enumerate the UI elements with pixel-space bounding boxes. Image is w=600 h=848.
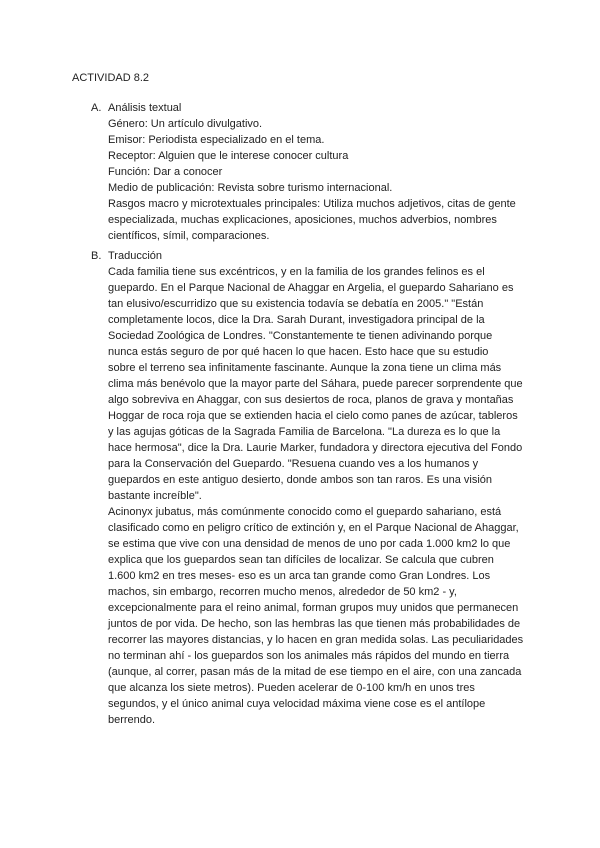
text-line: Sociedad Zoológica de Londres. "Constantemente te tienen adivinando porque <box>108 330 493 342</box>
text-line: Rasgos macro y microtextuales principales: Utiliza muchos adjetivos, citas de gente <box>108 198 516 210</box>
text-line: Función: Dar a conocer <box>108 166 223 178</box>
text-line: para la Conservación del Guepardo. "Resuena cuando ves a los humanos y <box>108 458 479 470</box>
text-line: tan elusivo/escurridizo que su existencia todavía se debatía en 2005." "Están <box>108 298 484 310</box>
text-line: que alcanza los siete metros). Pueden acelerar de 0-100 km/h en unos tres <box>108 682 475 694</box>
text-line: Receptor: Alguien que le interese conocer cultura <box>108 150 349 162</box>
text-line: Emisor: Periodista especializado en el tema. <box>108 134 325 146</box>
text-line: guepardos en este antiguo desierto, donde ambos son tan raros. Es una visión <box>108 474 493 486</box>
page-title: ACTIVIDAD 8.2 <box>72 72 150 84</box>
text-line: se estima que vive con una densidad de menos de uno por cada 1.000 km2 lo que <box>108 538 511 550</box>
text-line: y las agujas góticas de la Sagrada Familia de Barcelona. "La dureza es lo que la <box>108 426 501 438</box>
text-line: recorrer las mayores distancias, y lo hacen en gran medida solas. Las peculiaridades <box>108 634 524 646</box>
text-line: berrendo. <box>108 714 156 726</box>
section-b-heading: Traducción <box>108 250 163 262</box>
text-line: segundos, y el único animal cuya velocidad máxima viene cose es el antílope <box>108 698 486 710</box>
text-line: completamente locos, dice la Dra. Sarah Durant, investigadora principal de la <box>108 314 485 326</box>
section-b <box>91 248 531 728</box>
text-line: machos, sin embargo, recorren mucho menos, alrededor de 50 km2 - y, <box>108 586 457 598</box>
text-line: científicos, símil, comparaciones. <box>108 230 270 242</box>
text-line: hace hermosa", dice la Dra. Laurie Marker, fundadora y directora ejecutiva del Fondo <box>108 442 523 454</box>
text-line: no terminan ahí - los guepardos son los animales más rápidos del mundo en tierra <box>108 650 510 662</box>
text-line: sobre el terreno sea infinitamente fascinante. Aunque la zona tiene un clima más <box>108 362 502 374</box>
text-line: 1.600 km2 en tres meses- eso es un arca tan grande como Gran Londres. Los <box>108 570 491 582</box>
section-a-body <box>108 116 530 244</box>
text-line: clima más benévolo que la mayor parte del Sáhara, puede parecer sorprendente que <box>108 378 523 390</box>
section-b-body <box>108 264 530 728</box>
text-line: juntos de por vida. De hecho, son las hembras las que tienen más probabilidades de <box>108 618 521 630</box>
text-line: algo sobreviva en Ahaggar, con sus desiertos de roca, planos de grava y montañas <box>108 394 514 406</box>
section-a-header <box>91 100 531 116</box>
section-a-letter: A. <box>91 102 102 114</box>
text-line: Medio de publicación: Revista sobre turismo internacional. <box>108 182 393 194</box>
text-line: Hoggar de roca roja que se extienden hacia el cielo como panes de azúcar, tableros <box>108 410 518 422</box>
section-b-letter: B. <box>91 250 102 262</box>
text-line: especializada, muchas explicaciones, aposiciones, muchos adverbios, nombres <box>108 214 497 226</box>
section-b-header <box>91 248 531 264</box>
text-line: bastante increíble". <box>108 490 202 502</box>
text-line: excepcionalmente para el reino animal, forman grupos muy unidos que permanecen <box>108 602 519 614</box>
text-line: nunca estás seguro de por qué hacen lo que hacen. Esto hace que su estudio <box>108 346 489 358</box>
text-line: guepardo. En el Parque Nacional de Ahaggar en Argelia, el guepardo Sahariano es <box>108 282 514 294</box>
text-line: clasificado como en peligro crítico de extinción y, en el Parque Nacional de Ahaggar, <box>108 522 519 534</box>
section-a <box>91 100 531 244</box>
text-line: Cada familia tiene sus excéntricos, y en la familia de los grandes felinos es el <box>108 266 485 278</box>
text-line: (aunque, al correr, pasan más de la mitad de ese tiempo en el aire, con una zancada <box>108 666 522 678</box>
text-line: Género: Un artículo divulgativo. <box>108 118 263 130</box>
text-line: explica que los guepardos sean tan difíciles de localizar. Se calcula que cubren <box>108 554 494 566</box>
text-line: Acinonyx jubatus, más comúnmente conocido como el guepardo sahariano, está <box>108 506 502 518</box>
section-a-heading: Análisis textual <box>108 102 182 114</box>
